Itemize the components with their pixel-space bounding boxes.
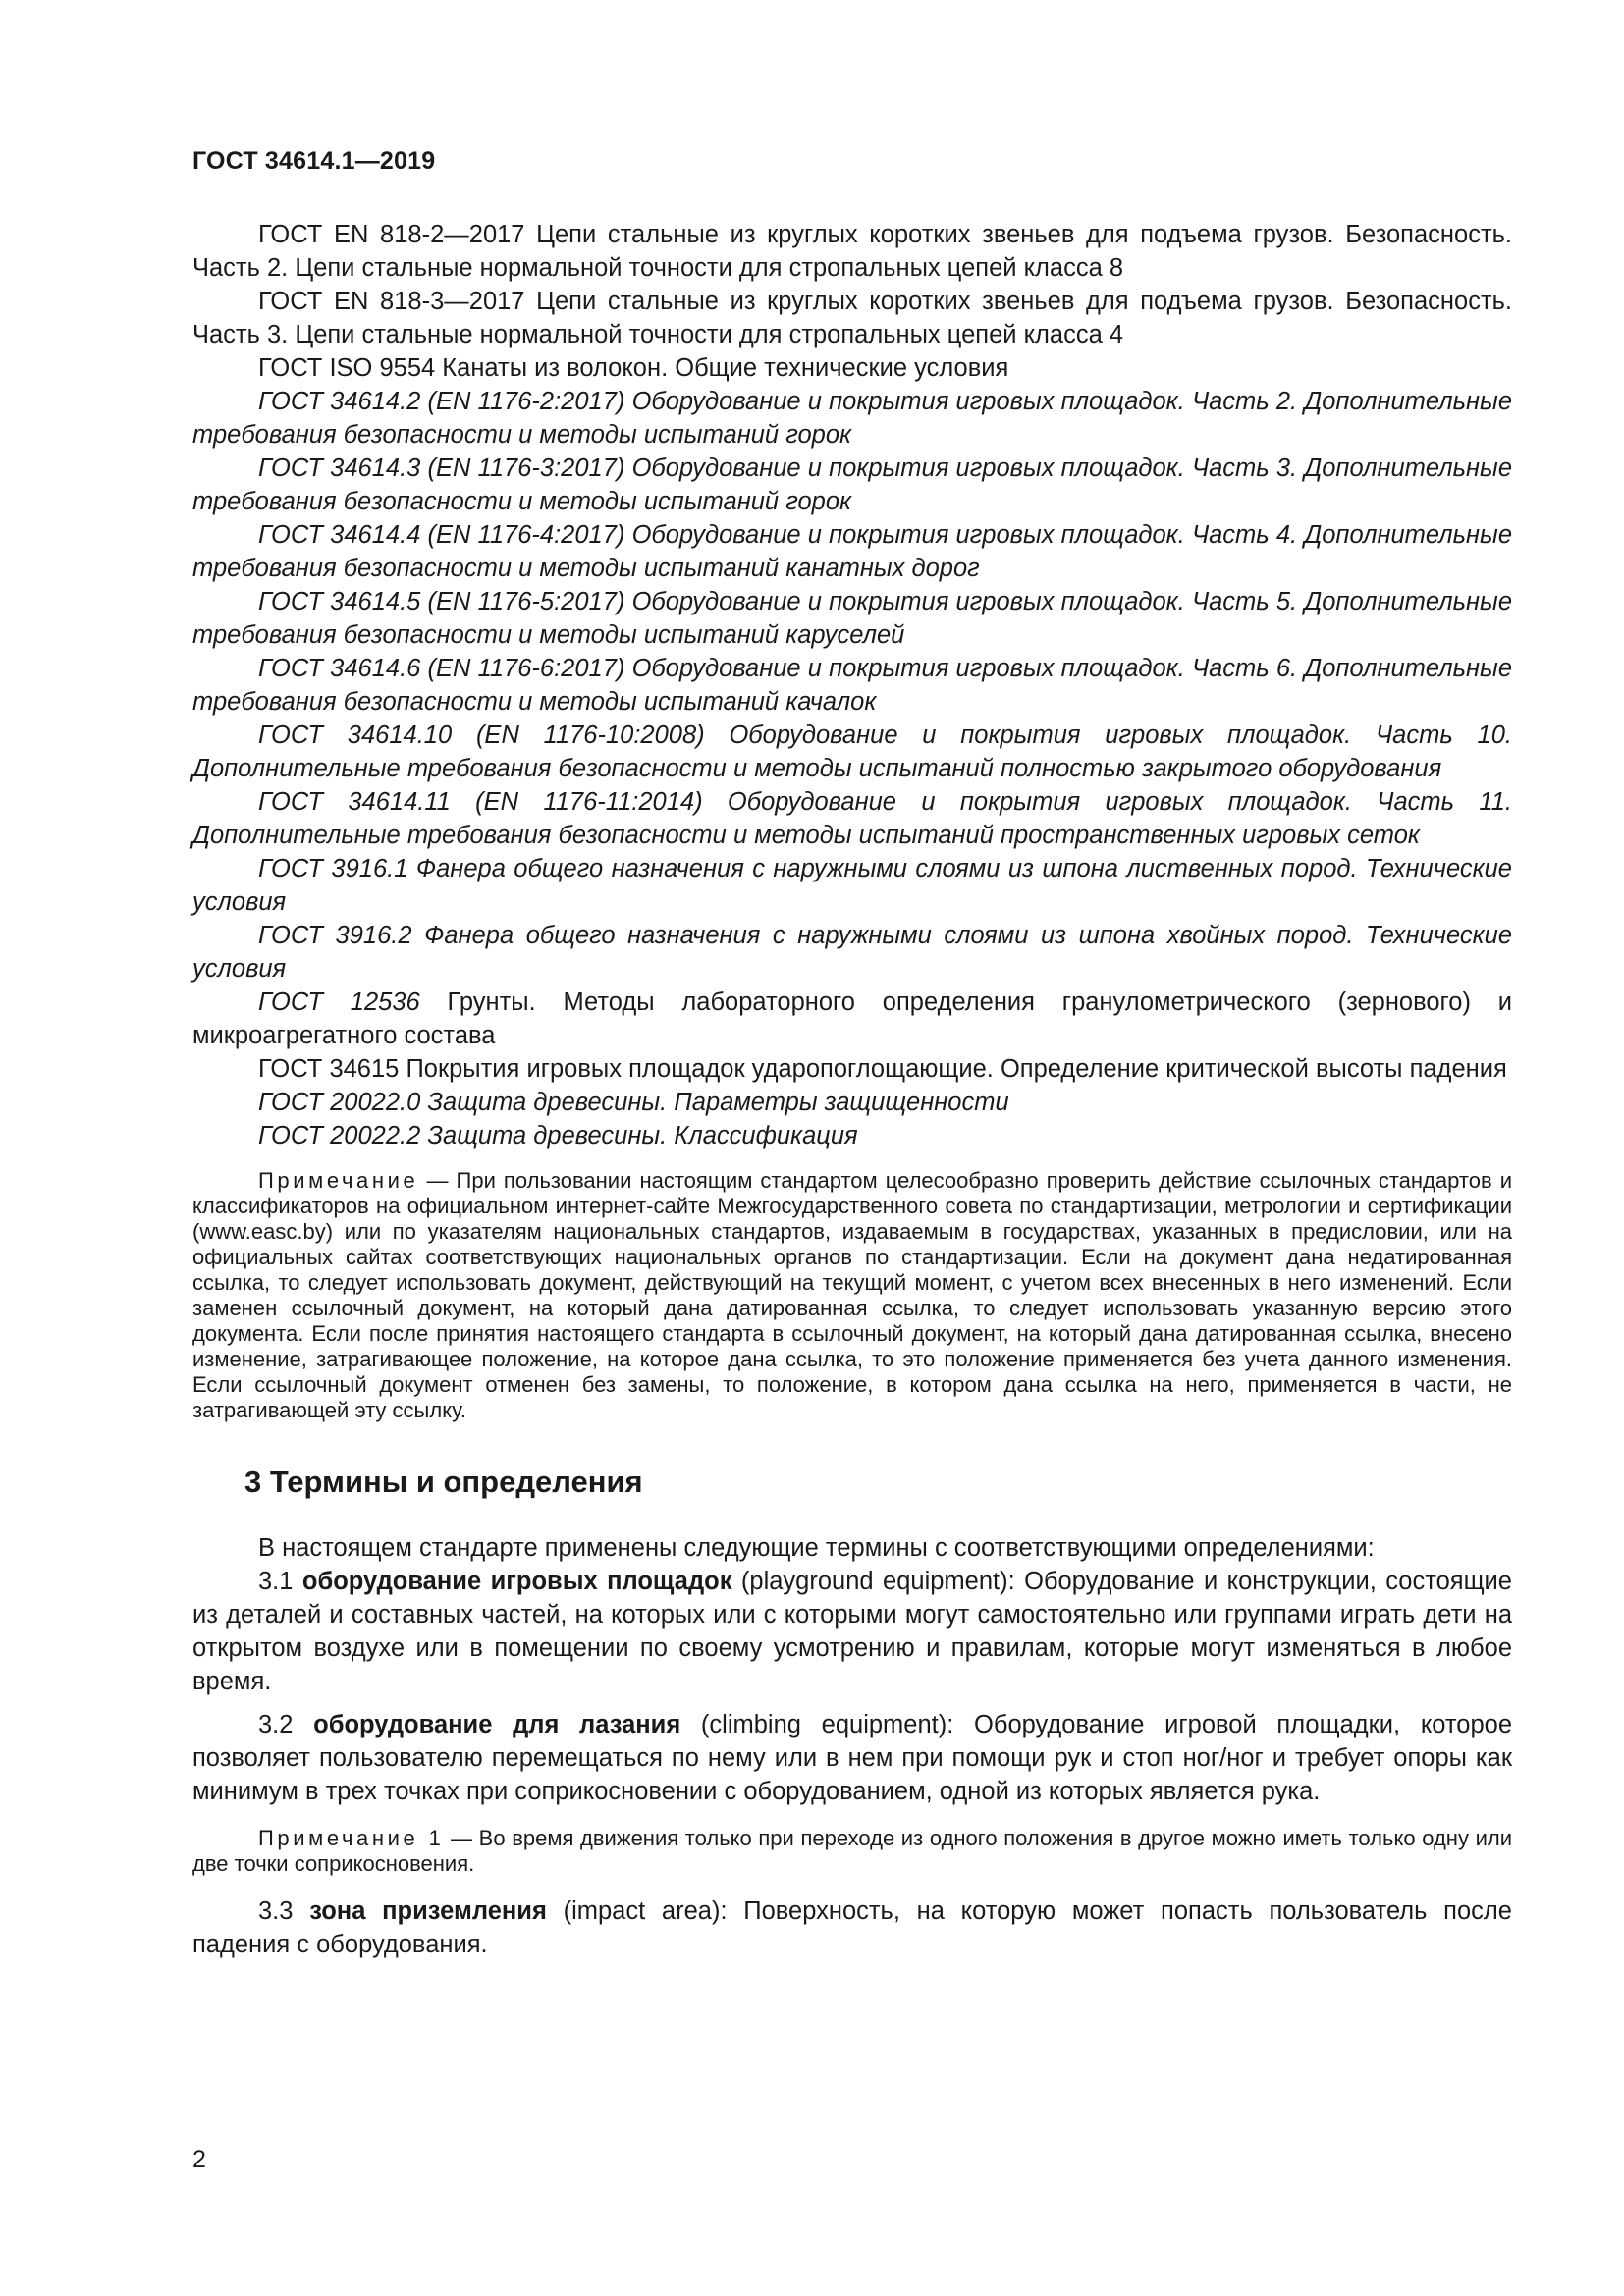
reference-code: ГОСТ 34614.2 (EN 1176-2:2017) [258,388,625,415]
term-number: 3.3 [258,1897,310,1925]
reference-title: Оборудование и покрытия игровых площадок. Часть 4. Дополнительные требования безопасности и методы испытаний канатных дорог [192,521,1513,582]
reference-code: ГОСТ EN 818-3—2017 [258,288,525,315]
term-definition [192,1895,1512,1961]
reference-entry [192,719,1512,785]
reference-code: ГОСТ 34614.4 (EN 1176-4:2017) [258,521,625,549]
reference-entry [192,385,1512,452]
reference-entry [192,351,1512,385]
reference-title: Оборудование и покрытия игровых площадок. Часть 5. Дополнительные требования безопасности и методы испытаний каруселей [192,588,1513,649]
reference-title: Цепи стальные из круглых коротких звеньев для подъема грузов. Безопасность. Часть 3. Цепи стальные нормальной точности для стропальных цепей класса 4 [192,288,1512,348]
reference-title: Покрытия игровых площадок ударопоглощающие. Определение критической высоты падения [406,1055,1507,1083]
page-number: 2 [192,2146,206,2173]
reference-code: ГОСТ 34614.6 (EN 1176-6:2017) [258,655,625,682]
reference-entry [192,919,1512,986]
reference-code: ГОСТ 34614.11 (EN 1176-11:2014) [258,788,703,816]
reference-title: Фанера общего назначения с наружными слоями из шпона хвойных пород. Технические условия [192,922,1512,983]
reference-code: ГОСТ 12536 [258,988,420,1016]
section-heading: 3 Термины и определения [244,1465,643,1499]
reference-entry [192,518,1512,585]
note-label: Примечание 1 [258,1826,445,1850]
term-definition [192,1708,1512,1808]
reference-code: ГОСТ 34615 [258,1055,400,1083]
reference-title: Защита древесины. Параметры защищенности [427,1089,1009,1116]
note-text: — Во время движения только при переходе из одного положения в другое можно иметь только одну или две точки соприкосновения. [192,1826,1512,1876]
reference-code: ГОСТ 20022.0 [258,1089,421,1116]
term-number: 3.2 [258,1711,314,1738]
reference-entry [192,218,1512,285]
term-name: оборудование игровых площадок [301,1568,732,1595]
note-text: — При пользовании настоящим стандартом целесообразно проверить действие ссылочных стандартов и классификаторов на официальном интернет-сайте Межгосударственного совета по стандартизации, метрологии и сертификации (www.easc.by) или по указателям национальных стандартов, издаваемым в государствах, указанных в предисловии, или на официальных сайтах соответствующих национальных органов по стандартизации. Если на документ дана недатированная ссылка, то следует использовать документ, действующий на текущий момент, с учетом всех внесенных в него изменений. Если заменен ссылочный документ, на который дана датированная ссылка, то следует использовать указанную версию этого документа. Если после принятия настоящего стандарта в ссылочный документ, на который дана датированная ссылка, внесено изменение, затрагивающее положение, на которое дана ссылка, то это положение применяется без учета данного изменения. Если ссылочный документ отменен без замены, то положение, в котором дана ссылка на него, применяется в части, не затрагивающей эту ссылку. [192,1168,1512,1422]
reference-entry [192,1119,1512,1152]
document-header: ГОСТ 34614.1—2019 [192,147,436,175]
reference-entry [192,986,1512,1052]
term-name: оборудование для лазания [313,1711,681,1738]
term-text: (playground equipment): Оборудование и конструкции, состоящие из деталей и составных частей, на которых или с которыми могут самостоятельно или группами играть дети на открытом воздухе или в помещении по своему усмотрению и правилам, которые могут изменяться в любое время. [192,1568,1512,1695]
reference-code: ГОСТ 34614.3 (EN 1176-3:2017) [258,454,625,482]
reference-entry [192,452,1512,518]
reference-code: ГОСТ ISO 9554 [258,354,436,382]
reference-entry [192,1052,1512,1086]
reference-title: Оборудование и покрытия игровых площадок. Часть 3. Дополнительные требования безопасности и методы испытаний горок [192,454,1513,515]
term-text: (climbing equipment): Оборудование игровой площадки, которое позволяет пользователю перемещаться по нему или в нем при помощи рук и стоп ног/ног и требует опоры как минимум в трех точках при соприкосновении с оборудованием, одной из которых является рука. [192,1711,1512,1805]
reference-code: ГОСТ 34614.5 (EN 1176-5:2017) [258,588,625,615]
reference-title: Защита древесины. Классификация [427,1122,858,1149]
term-definition [192,1565,1512,1698]
term-name: зона приземления [309,1897,547,1925]
reference-code: ГОСТ 34614.10 (EN 1176-10:2008) [258,721,705,749]
section-intro: В настоящем стандарте применены следующие термины с соответствующими определениями: [258,1534,1375,1562]
reference-title: Фанера общего назначения с наружными слоями из шпона лиственных пород. Технические условия [192,855,1512,916]
reference-title: Оборудование и покрытия игровых площадок. Часть 10. Дополнительные требования безопасности и методы испытаний полностью закрытого оборудования [192,721,1512,782]
term-text: (impact area): Поверхность, на которую может попасть пользователь после падения с оборудования. [192,1897,1512,1958]
reference-title: Грунты. Методы лабораторного определения гранулометрического (зернового) и микроагрегатного состава [192,988,1513,1049]
reference-code: ГОСТ 20022.2 [258,1122,421,1149]
reference-entry [192,785,1512,852]
reference-entry [192,285,1512,351]
reference-entry [192,652,1512,719]
reference-title: Цепи стальные из круглых коротких звеньев для подъема грузов. Безопасность. Часть 2. Цепи стальные нормальной точности для стропальных цепей класса 8 [192,221,1512,282]
reference-title: Канаты из волокон. Общие технические условия [442,354,1009,382]
term-number: 3.1 [258,1568,302,1595]
reference-entry [192,1086,1512,1119]
reference-title: Оборудование и покрытия игровых площадок. Часть 6. Дополнительные требования безопасности и методы испытаний качалок [192,655,1513,716]
reference-title: Оборудование и покрытия игровых площадок. Часть 11. Дополнительные требования безопасности и методы испытаний пространственных игровых сеток [192,788,1512,849]
reference-entry [192,852,1512,919]
reference-code: ГОСТ 3916.2 [258,922,412,949]
reference-entry [192,585,1512,652]
term-note [192,1826,1512,1877]
reference-code: ГОСТ 3916.1 [258,855,408,882]
reference-code: ГОСТ EN 818-2—2017 [258,221,525,248]
note-label: Примечание [258,1168,419,1193]
reference-title: Оборудование и покрытия игровых площадок. Часть 2. Дополнительные требования безопасности и методы испытаний горок [192,388,1513,449]
document-body [192,218,1512,1961]
references-note [192,1168,1512,1423]
